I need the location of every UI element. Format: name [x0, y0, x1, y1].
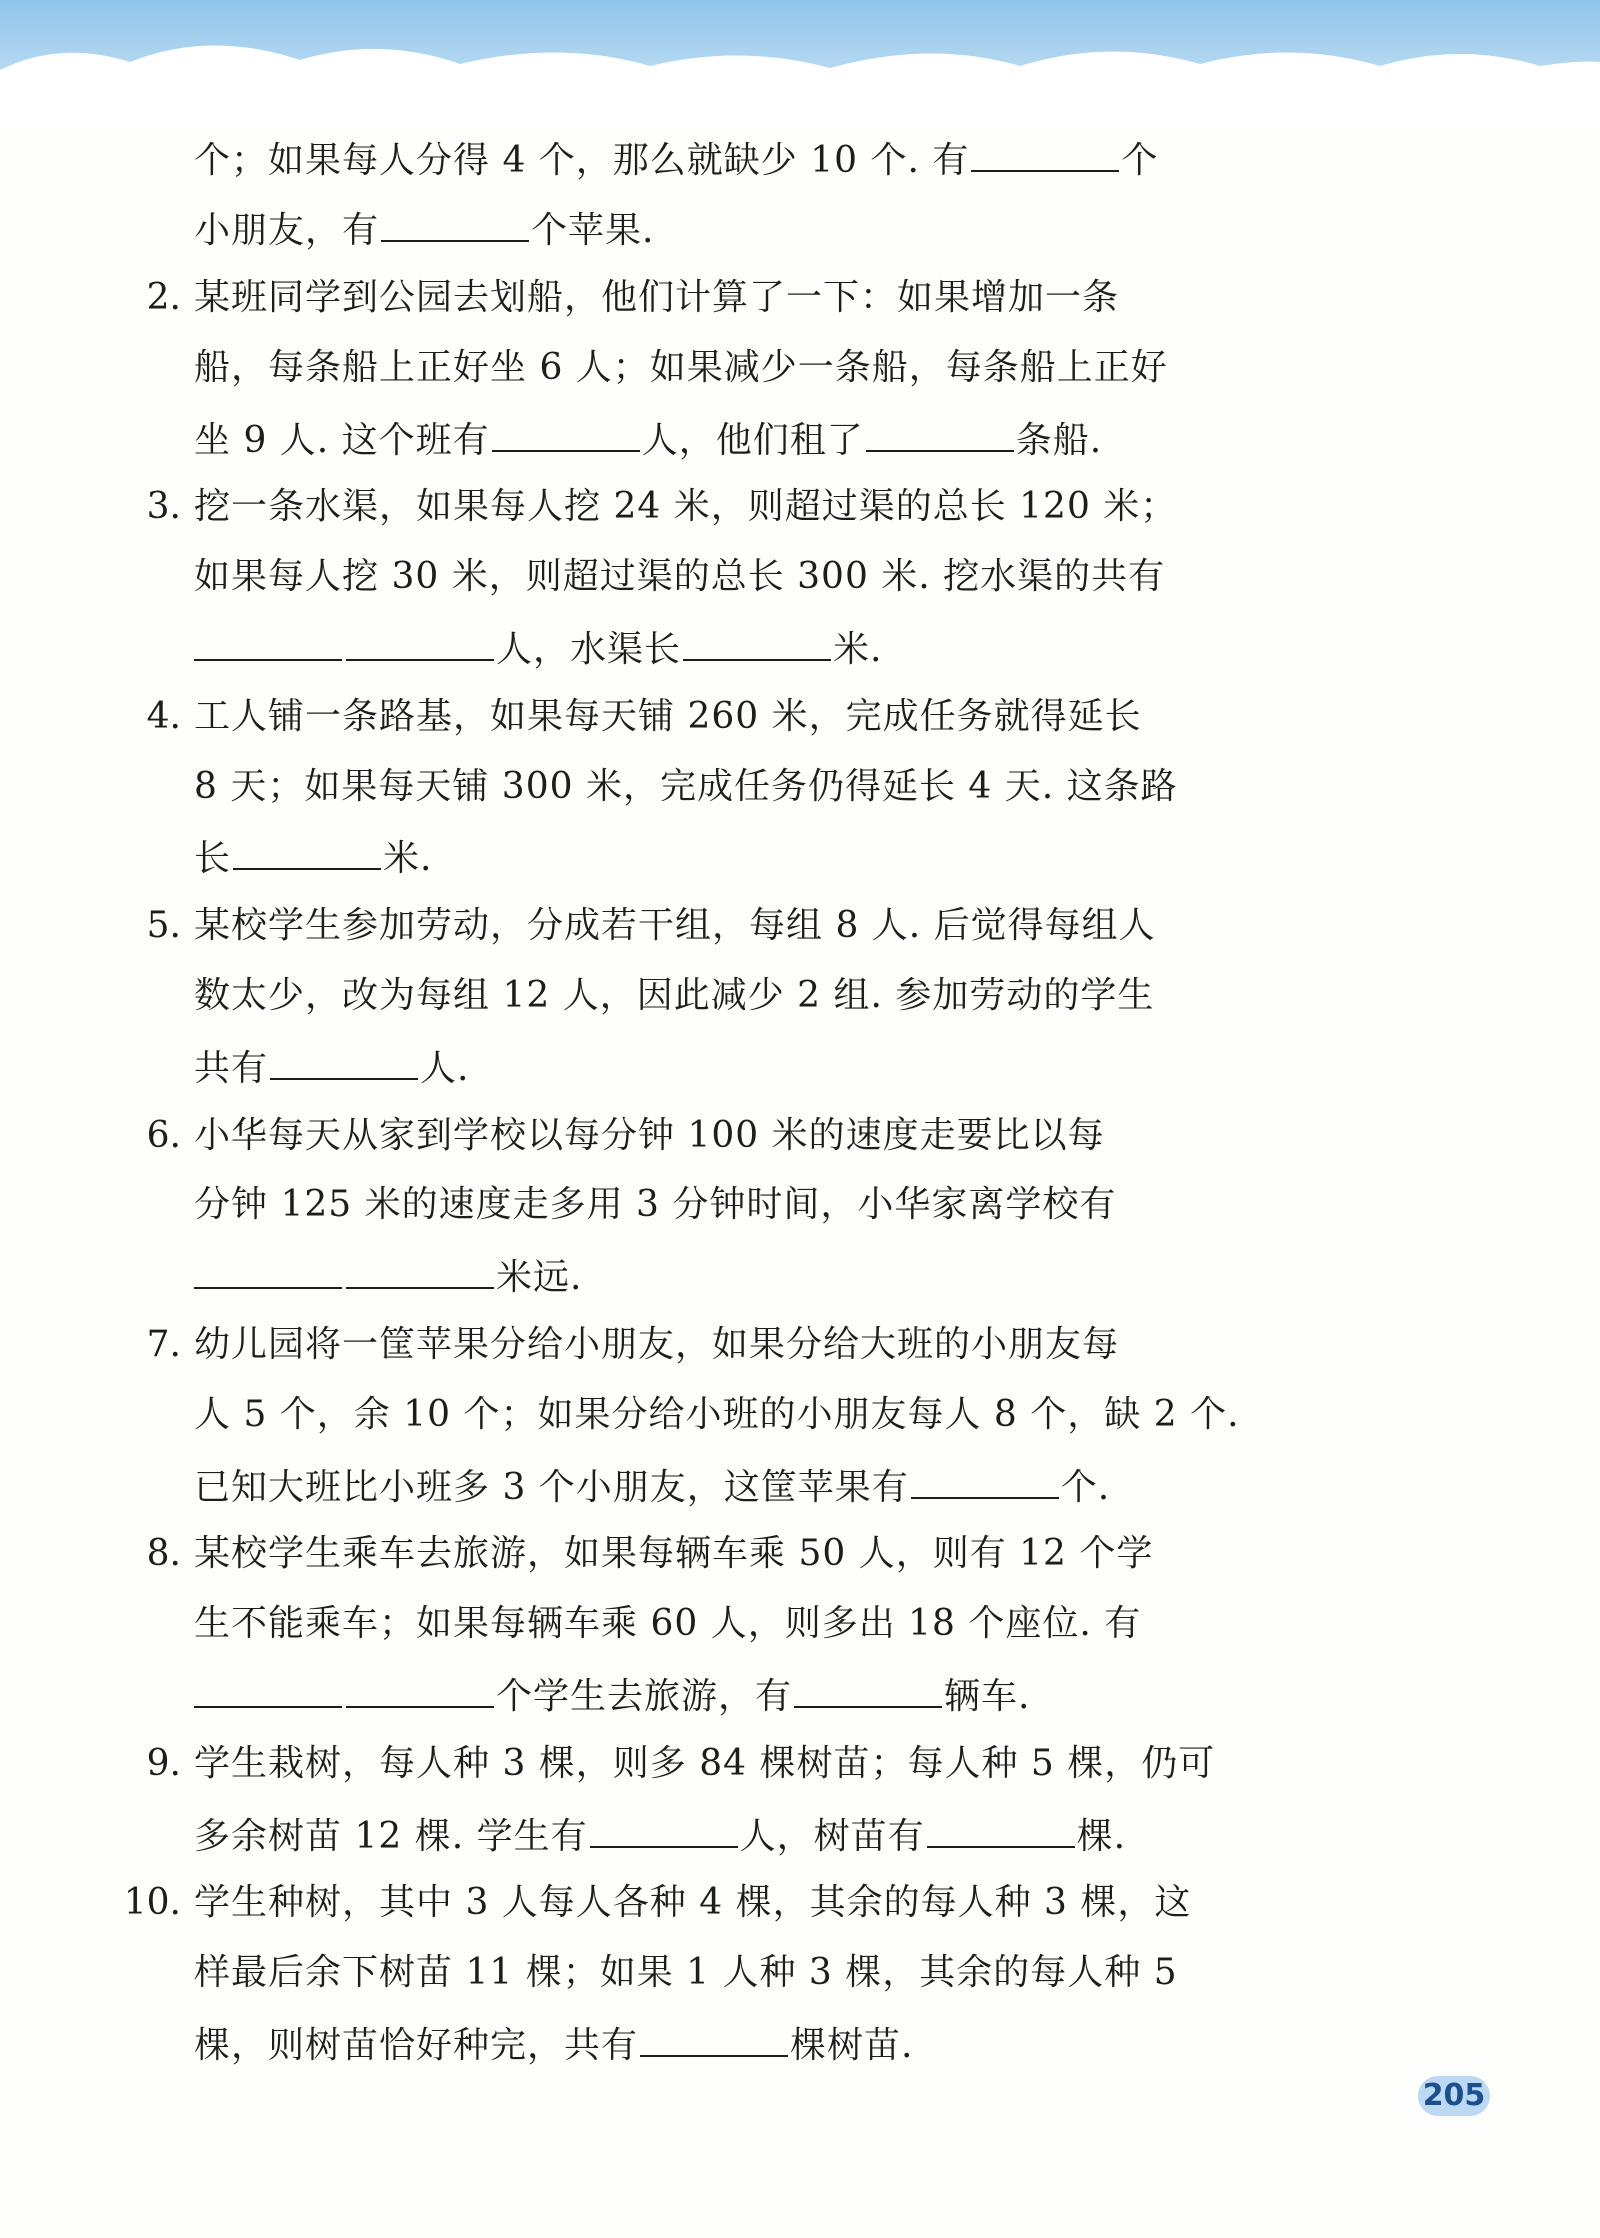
problem-line — [194, 1881, 1191, 1925]
problem-number: 8. — [146, 1533, 181, 1575]
problem-number: 10. — [123, 1882, 181, 1924]
problem-line — [194, 485, 1177, 529]
problem-text: 人，他们租了 — [641, 419, 864, 461]
problem-text: 米. — [383, 838, 433, 880]
answer-blank[interactable] — [194, 1672, 342, 1708]
answer-blank[interactable] — [492, 416, 640, 452]
problem-text: 棵树苗. — [790, 2025, 914, 2066]
intro-text: 个 — [1121, 140, 1159, 181]
problem-line — [194, 2021, 913, 2068]
problem-line — [194, 1672, 1030, 1719]
answer-blank[interactable] — [971, 136, 1119, 172]
problem-text: 船，每条船上正好坐 6 人；如果减少一条船，每条船上正好 — [194, 346, 1168, 388]
problem-text: 分钟 125 米的速度走多用 3 分钟时间，小华家离学校有 — [194, 1184, 1117, 1226]
problem-text: 个. — [1060, 1466, 1111, 1508]
problem-text: 人，树苗有 — [739, 1815, 925, 1857]
problem-text: 某校学生乘车去旅游，如果每辆车乘 50 人，则有 12 个学 — [194, 1533, 1154, 1575]
answer-blank[interactable] — [346, 1253, 494, 1289]
intro-line-2 — [194, 206, 654, 253]
problem-text: 挖一条水渠，如果每人挖 24 米，则超过渠的总长 120 米； — [194, 486, 1178, 528]
problem-text: 坐 9 人. 这个班有 — [194, 419, 490, 461]
problem-text: 多余树苗 12 棵. 学生有 — [194, 1815, 588, 1857]
answer-blank[interactable] — [927, 1812, 1075, 1848]
problem-text: 某班同学到公园去划船，他们计算了一下：如果增加一条 — [194, 277, 1120, 318]
problem-number: 4. — [146, 695, 181, 737]
problem-line — [194, 1602, 1141, 1646]
problem-line — [194, 1114, 1105, 1158]
answer-blank[interactable] — [194, 1253, 342, 1289]
problem-text: 长 — [194, 838, 232, 880]
problem-text: 学生种树，其中 3 人每人各种 4 棵，其余的每人种 3 棵，这 — [194, 1882, 1192, 1924]
problem-number: 5. — [146, 905, 181, 947]
problem-line — [194, 904, 1156, 948]
problem-text: 棵. — [1076, 1815, 1127, 1857]
problem-line — [194, 276, 1119, 320]
problem-line — [194, 555, 1165, 599]
problem-number: 6. — [146, 1114, 181, 1156]
problem-line — [194, 834, 432, 881]
problem-line — [194, 1951, 1178, 1995]
problem-text: 人. — [420, 1047, 470, 1089]
page-number: 205 — [1418, 2076, 1490, 2116]
problem-line — [194, 346, 1168, 390]
intro-line-1 — [194, 136, 1158, 183]
answer-blank[interactable] — [590, 1812, 738, 1848]
problem-line — [194, 1463, 1110, 1510]
problem-text: 条船. — [1015, 419, 1103, 461]
problem-line — [194, 1532, 1153, 1576]
problem-text: 人，水渠长 — [496, 629, 682, 670]
problem-line — [194, 1323, 1119, 1367]
problem-line — [194, 1393, 1240, 1437]
problem-text: 米远. — [496, 1257, 583, 1299]
problem-text: 辆车. — [944, 1676, 1031, 1717]
intro-text: 小朋友，有 — [194, 210, 380, 251]
problem-line — [194, 1044, 469, 1091]
answer-blank[interactable] — [346, 1672, 494, 1708]
problem-line — [194, 416, 1102, 463]
answer-blank[interactable] — [194, 625, 342, 661]
intro-text: 个；如果每人分得 4 个，那么就缺少 10 个. 有 — [194, 140, 970, 181]
problem-line — [194, 974, 1154, 1018]
problem-number: 3. — [146, 486, 181, 528]
intro-text: 个苹果. — [531, 210, 655, 251]
problem-line — [194, 695, 1142, 739]
problem-line — [194, 1183, 1116, 1227]
problem-number: 2. — [146, 277, 181, 318]
problem-text: 样最后余下树苗 11 棵；如果 1 人种 3 棵，其余的每人种 5 — [194, 1952, 1178, 1994]
problem-text: 米. — [833, 629, 883, 670]
problem-line — [194, 765, 1178, 809]
problem-line — [194, 1742, 1215, 1786]
problem-text: 人 5 个，余 10 个；如果分给小班的小朋友每人 8 个，缺 2 个. — [194, 1393, 1240, 1435]
problem-text: 棵，则树苗恰好种完，共有 — [194, 2025, 639, 2066]
problem-line — [194, 625, 882, 672]
problem-text: 共有 — [194, 1047, 269, 1089]
problem-text: 生不能乘车；如果每辆车乘 60 人，则多出 18 个座位. 有 — [194, 1603, 1142, 1645]
problem-text: 8 天；如果每天铺 300 米，完成任务仍得延长 4 天. 这条路 — [194, 765, 1178, 807]
problem-text: 幼儿园将一筐苹果分给小朋友，如果分给大班的小朋友每 — [194, 1324, 1120, 1365]
problem-text: 学生栽树，每人种 3 棵，则多 84 棵树苗；每人种 5 棵，仍可 — [194, 1742, 1216, 1784]
answer-blank[interactable] — [794, 1672, 942, 1708]
problem-text: 某校学生参加劳动，分成若干组，每组 8 人. 后觉得每组人 — [194, 905, 1156, 947]
problem-text: 数太少，改为每组 12 人，因此减少 2 组. 参加劳动的学生 — [194, 975, 1155, 1016]
answer-blank[interactable] — [346, 625, 494, 661]
problem-text: 已知大班比小班多 3 个小朋友，这筐苹果有 — [194, 1466, 909, 1508]
problem-text: 如果每人挖 30 米，则超过渠的总长 300 米. 挖水渠的共有 — [194, 556, 1166, 598]
problem-number: 7. — [146, 1324, 181, 1365]
problem-text: 个学生去旅游，有 — [496, 1676, 793, 1717]
problem-line — [194, 1253, 582, 1300]
problem-line — [194, 1812, 1126, 1859]
answer-blank[interactable] — [683, 625, 831, 661]
problem-text: 工人铺一条路基，如果每天铺 260 米，完成任务就得延长 — [194, 695, 1142, 737]
answer-blank[interactable] — [640, 2021, 788, 2057]
answer-blank[interactable] — [270, 1044, 418, 1080]
answer-blank[interactable] — [381, 206, 529, 242]
answer-blank[interactable] — [233, 834, 381, 870]
problem-text: 小华每天从家到学校以每分钟 100 米的速度走要比以每 — [194, 1114, 1105, 1156]
problem-number: 9. — [146, 1742, 181, 1784]
sky-cloud-banner — [0, 0, 1600, 130]
answer-blank[interactable] — [866, 416, 1014, 452]
answer-blank[interactable] — [911, 1463, 1059, 1499]
